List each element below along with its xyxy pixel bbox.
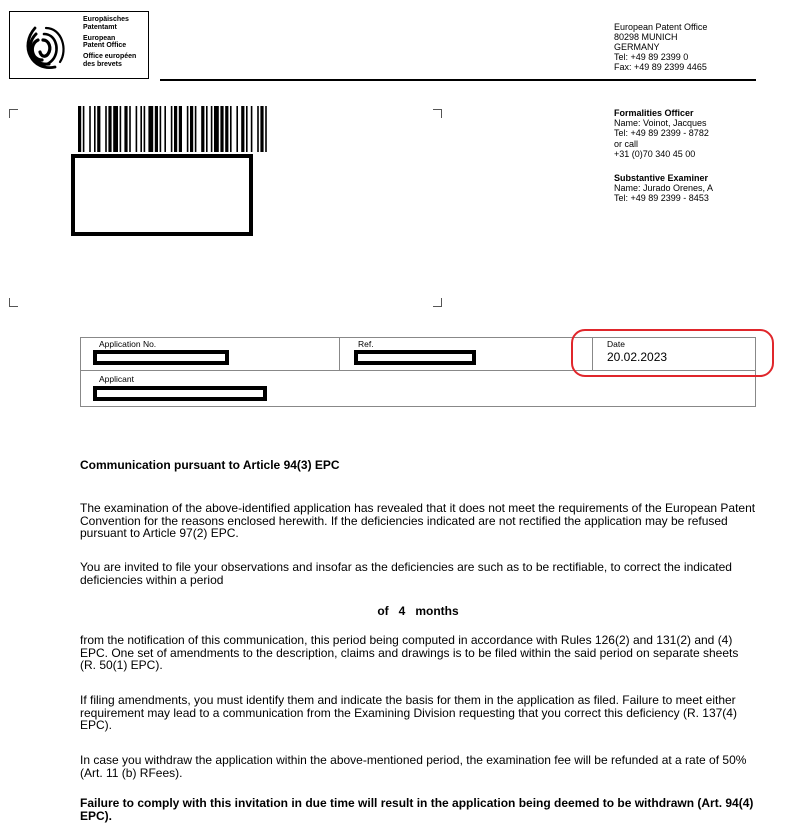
barcode-bar (94, 106, 96, 152)
application-no-label: Application No. (99, 339, 157, 349)
window-corner-mark (9, 298, 18, 307)
officer-contacts: Formalities Officer Name: Voinot, Jacques Tel: +49 89 2399 - 8782 or call +31 (0)70 340 45 00 Substantive Examiner Name: Jurado Orenes, A Tel: +49 89 2399 - 8453 (614, 108, 714, 204)
logo-office-names: Europäisches Patentamt European Patent Office Office européen des brevets (83, 16, 137, 68)
barcode-bar (164, 106, 166, 152)
barcode-bar (220, 106, 223, 152)
header-rule (160, 79, 756, 81)
barcode-bar (260, 106, 263, 152)
barcode-bar (171, 106, 173, 152)
barcode-bar (195, 106, 197, 152)
communication-heading: Communication pursuant to Article 94(3) EPC (80, 458, 340, 472)
barcode-bar (230, 106, 232, 152)
window-corner-mark (433, 109, 442, 118)
barcode-bar (190, 106, 193, 152)
paragraph-invitation: You are invited to file your observations and insofar as the deficiencies are such as to be rectifiable, to correct the indicated deficiencies within a period (80, 560, 732, 587)
applicant-label: Applicant (99, 374, 134, 384)
barcode-bar (257, 106, 259, 152)
barcode-bar (140, 106, 142, 152)
office-address: European Patent Office 80298 MUNICH GERMANY Tel: +49 89 2399 0 Fax: +49 89 2399 4465 (614, 22, 708, 72)
redacted-applicant (93, 386, 267, 401)
paragraph-amendments: If filing amendments, you must identify them and indicate the basis for them in the application as filed. Failure to meet either requirement may lead to a communication from the Examining Division requesting that you correct this deficiency (R. 137(4) EPC). (80, 693, 737, 733)
date-label: Date (607, 339, 625, 349)
barcode-bar (201, 106, 204, 152)
date-highlight-annotation (571, 329, 774, 377)
time-limit: of 4 months (377, 604, 459, 618)
barcode-bar (78, 106, 81, 152)
paragraph-deemed-withdrawn-warning: Failure to comply with this invitation in due time will result in the application being deemed to be withdrawn (Art. 94(4) EPC). (80, 796, 754, 823)
paragraph-withdrawal-refund: In case you withdraw the application within the above-mentioned period, the examination fee will be refunded at a rate of 50% (Art. 11 (b) RFees). (80, 753, 747, 780)
redacted-ref (354, 350, 476, 365)
epo-logo (9, 11, 149, 79)
paragraph-period-computation: from the notification of this communication, this period being computed in accordance with Rules 126(2) and 131(2) and (4) EPC. One set of amendments to the description, claims and drawings is to be filed within the said period on separate sheets (R. 50(1) EPC). (80, 633, 739, 673)
barcode-bar (211, 106, 213, 152)
barcode-bar (129, 106, 131, 152)
barcode-bar (187, 106, 189, 152)
barcode-bar (89, 106, 91, 152)
redacted-recipient-address (71, 154, 253, 236)
barcode-bar (160, 106, 162, 152)
table-divider (339, 337, 340, 371)
barcode-bar (265, 106, 267, 152)
epo-logo-mark-icon (22, 22, 70, 72)
barcode-bar (113, 106, 118, 152)
barcode-bar (225, 106, 228, 152)
barcode-bar (124, 106, 127, 152)
paragraph-deficiencies: The examination of the above-identified application has revealed that it does not meet the requirements of the European Patent Convention for the reasons enclosed herewith. If the deficiencies indicated are not rectified the application may be refused pursuant to Article 97(2) EPC. (80, 501, 756, 541)
barcode-bar (174, 106, 177, 152)
barcode-bar (155, 106, 158, 152)
barcode-bar (108, 106, 111, 152)
barcode-bar (105, 106, 107, 152)
barcode-bar (120, 106, 122, 152)
barcode-bar (97, 106, 100, 152)
barcode-bar (148, 106, 153, 152)
barcode-bar (214, 106, 219, 152)
window-corner-mark (433, 298, 442, 307)
barcode-bar (83, 106, 85, 152)
ref-label: Ref. (358, 339, 374, 349)
formalities-officer-title: Formalities Officer (614, 108, 694, 118)
barcode-bar (241, 106, 244, 152)
barcode-bar (206, 106, 208, 152)
substantive-examiner-title: Substantive Examiner (614, 173, 709, 184)
barcode-icon (78, 106, 328, 152)
window-corner-mark (9, 109, 18, 118)
barcode-bar (136, 106, 138, 152)
barcode-bar (251, 106, 253, 152)
barcode-bar (179, 106, 182, 152)
barcode-bar (144, 106, 146, 152)
barcode-bar (246, 106, 248, 152)
date-value: 20.02.2023 (607, 350, 668, 364)
redacted-application-no (93, 350, 229, 365)
barcode-bar (236, 106, 238, 152)
